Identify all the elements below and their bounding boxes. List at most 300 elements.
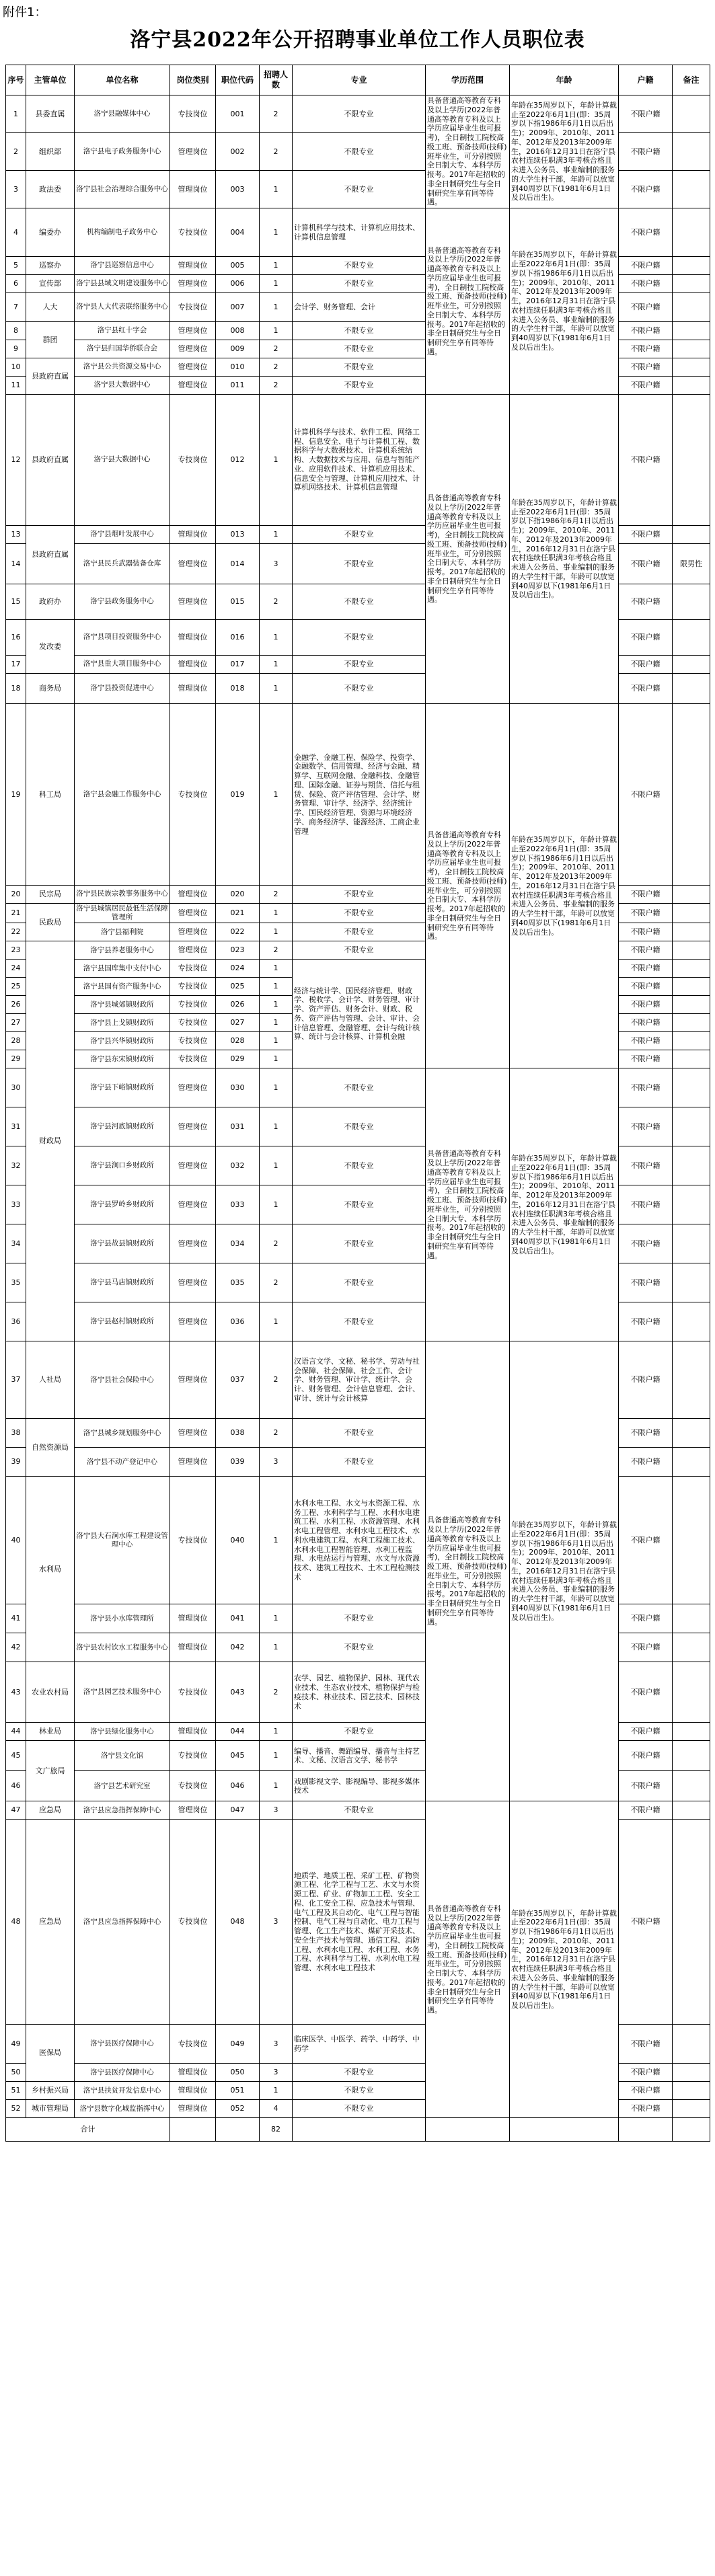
remark-cell: [673, 1801, 710, 1820]
row-number: 49: [6, 2025, 26, 2064]
remark-cell: [673, 923, 710, 941]
hiring-count-cell: 1: [260, 257, 293, 275]
position-category-cell: 专技岗位: [170, 208, 216, 257]
row-number: 42: [6, 1633, 26, 1662]
position-category-cell: 管理岗位: [170, 1146, 216, 1185]
major-cell: 经济与统计学、国民经济管理、财政学、税收学、会计学、财务管理、审计学、资产评估、财务会计、财政、税务、资产评估与管理、会计、审计、会计信息管理、金融管理、会计与统计核算、统计与会计核算、计算机金融: [293, 960, 426, 1068]
position-code-cell: 049: [216, 2025, 260, 2064]
household-cell: 不限户籍: [619, 1107, 673, 1146]
remark-cell: [673, 322, 710, 340]
table-header-row: [6, 65, 710, 95]
remark-cell: [673, 1341, 710, 1419]
row-number: 48: [6, 1820, 26, 2025]
hiring-count-cell: 1: [260, 923, 293, 941]
department-cell: 宣传部: [26, 275, 75, 293]
position-code-cell: 047: [216, 1801, 260, 1820]
hiring-count-cell: 3: [260, 2064, 293, 2082]
remark-cell: [673, 886, 710, 904]
remark-cell: [673, 2025, 710, 2064]
total-label: 合计: [6, 2118, 170, 2142]
department-cell: 文广旅局: [26, 1741, 75, 1801]
major-cell: 不限专业: [293, 544, 426, 584]
age-cell: 年龄在35周岁以下，年龄计算截止至2022年6月1日(即：35周岁以下指1986年6月1日以后出生)；2009年、2010年、2011年、2012年及2013年2009年生，2016年12月31日在洛宁县农村连续任职满3年考核合格且未进入公务员、事业编制的服务的大学生村干部，年龄可以放宽到40周岁以下(1981年6月1日及以后出生)。: [510, 208, 619, 395]
header-cell: 职位代码: [216, 65, 260, 95]
position-code-cell: 019: [216, 704, 260, 886]
unit-name-cell: 洛宁县扶贫开发信息中心: [75, 2082, 170, 2100]
unit-name-cell: 洛宁县文化馆: [75, 1741, 170, 1771]
position-category-cell: 专技岗位: [170, 1032, 216, 1050]
household-cell: 不限户籍: [619, 1477, 673, 1604]
row-number: 22: [6, 923, 26, 941]
row-number: 39: [6, 1448, 26, 1477]
row-number: 9: [6, 340, 26, 358]
position-code-cell: 052: [216, 2100, 260, 2118]
remark-cell: [673, 358, 710, 377]
major-cell: 不限专业: [293, 1263, 426, 1302]
table-row: [6, 1341, 710, 1419]
household-cell: 不限户籍: [619, 2100, 673, 2118]
unit-name-cell: 洛宁县国有资产服务中心: [75, 978, 170, 996]
position-code-cell: 005: [216, 257, 260, 275]
major-cell: 不限专业: [293, 1633, 426, 1662]
remark-cell: [673, 1185, 710, 1224]
unit-name-cell: 洛宁县小水库管理所: [75, 1604, 170, 1633]
row-number: 51: [6, 2082, 26, 2100]
hiring-count-cell: 2: [260, 133, 293, 171]
unit-name-cell: 洛宁县城镇居民最低生活保障管理所: [75, 904, 170, 923]
row-number: 30: [6, 1068, 26, 1107]
empty-cell: [293, 2118, 426, 2142]
position-category-cell: 管理岗位: [170, 171, 216, 208]
position-category-cell: 专技岗位: [170, 1741, 216, 1771]
household-cell: 不限户籍: [619, 1633, 673, 1662]
position-code-cell: 011: [216, 377, 260, 395]
position-code-cell: 034: [216, 1224, 260, 1263]
household-cell: 不限户籍: [619, 1050, 673, 1068]
hiring-count-cell: 1: [260, 1032, 293, 1050]
position-category-cell: 管理岗位: [170, 2082, 216, 2100]
remark-cell: [673, 2082, 710, 2100]
hiring-count-cell: 1: [260, 1302, 293, 1341]
department-cell: 人大: [26, 293, 75, 322]
household-cell: 不限户籍: [619, 133, 673, 171]
household-cell: 不限户籍: [619, 704, 673, 886]
position-category-cell: 管理岗位: [170, 377, 216, 395]
remark-cell: [673, 941, 710, 960]
hiring-count-cell: 3: [260, 2025, 293, 2064]
table-body: [6, 95, 710, 2142]
household-cell: 不限户籍: [619, 1604, 673, 1633]
remark-cell: [673, 1146, 710, 1185]
household-cell: 不限户籍: [619, 1448, 673, 1477]
hiring-count-cell: 1: [260, 1604, 293, 1633]
department-cell: 巡察办: [26, 257, 75, 275]
education-cell: 具备普通高等教育专科及以上学历(2022年普通高等教育专科及以上学历应届毕业生也可报考)，全日制技工院校高级工班、预备技师(技师)班毕业生，可分别按照全日制大专、本科学历报考。2017年起招收的非全日制研究生与全日制研究生享有同等待遇。: [426, 395, 510, 704]
remark-cell: [673, 1604, 710, 1633]
household-cell: 不限户籍: [619, 2025, 673, 2064]
unit-name-cell: 洛宁县社会保险中心: [75, 1341, 170, 1419]
remark-cell: [673, 978, 710, 996]
position-category-cell: 管理岗位: [170, 923, 216, 941]
row-number: 50: [6, 2064, 26, 2082]
household-cell: 不限户籍: [619, 1662, 673, 1723]
unit-name-cell: 洛宁县城郊镇财政所: [75, 996, 170, 1014]
hiring-count-cell: 3: [260, 1820, 293, 2025]
position-category-cell: 专技岗位: [170, 996, 216, 1014]
position-category-cell: 管理岗位: [170, 1801, 216, 1820]
household-cell: 不限户籍: [619, 1771, 673, 1801]
household-cell: 不限户籍: [619, 1068, 673, 1107]
position-code-cell: 007: [216, 293, 260, 322]
household-cell: 不限户籍: [619, 656, 673, 674]
position-code-cell: 031: [216, 1107, 260, 1146]
remark-cell: [673, 674, 710, 704]
position-code-cell: 006: [216, 275, 260, 293]
remark-cell: [673, 1723, 710, 1741]
position-code-cell: 001: [216, 95, 260, 133]
department-cell: 商务局: [26, 674, 75, 704]
remark-cell: [673, 133, 710, 171]
remark-cell: [673, 257, 710, 275]
unit-name-cell: 洛宁县融媒体中心: [75, 95, 170, 133]
department-cell: 县政府直属: [26, 358, 75, 395]
unit-name-cell: 洛宁县医疗保障中心: [75, 2025, 170, 2064]
row-number: 25: [6, 978, 26, 996]
hiring-count-cell: 1: [260, 293, 293, 322]
header-cell: 户籍: [619, 65, 673, 95]
major-cell: 编导、播音、舞蹈编导、播音与主持艺术、文秘、汉语言文学、秘书学: [293, 1741, 426, 1771]
household-cell: 不限户籍: [619, 275, 673, 293]
department-cell: 政法委: [26, 171, 75, 208]
household-cell: 不限户籍: [619, 358, 673, 377]
hiring-count-cell: 1: [260, 704, 293, 886]
household-cell: 不限户籍: [619, 978, 673, 996]
row-number: 44: [6, 1723, 26, 1741]
row-number: 24: [6, 960, 26, 978]
hiring-count-cell: 1: [260, 1185, 293, 1224]
unit-name-cell: 洛宁县罗岭乡财政所: [75, 1185, 170, 1224]
remark-cell: [673, 377, 710, 395]
major-cell: 戏剧影视文学、影视编导、影视多媒体技术: [293, 1771, 426, 1801]
unit-name-cell: 洛宁县下峪镇财政所: [75, 1068, 170, 1107]
position-code-cell: 018: [216, 674, 260, 704]
household-cell: 不限户籍: [619, 923, 673, 941]
household-cell: 不限户籍: [619, 584, 673, 620]
row-number: 7: [6, 293, 26, 322]
row-number: 40: [6, 1477, 26, 1604]
unit-name-cell: 洛宁县养老服务中心: [75, 941, 170, 960]
empty-cell: [216, 2118, 260, 2142]
position-code-cell: 012: [216, 395, 260, 526]
major-cell: 不限专业: [293, 886, 426, 904]
household-cell: 不限户籍: [619, 960, 673, 978]
education-cell: 具备普通高等教育专科及以上学历(2022年普通高等教育专科及以上学历应届毕业生也可报考)，全日制技工院校高级工班、预备技师(技师)班毕业生，可分别按照全日制大专、本科学历报考。2017年起招收的非全日制研究生与全日制研究生享有同等待遇。: [426, 704, 510, 1068]
household-cell: 不限户籍: [619, 2082, 673, 2100]
major-cell: 不限专业: [293, 1224, 426, 1263]
row-number: 15: [6, 584, 26, 620]
position-category-cell: 管理岗位: [170, 1723, 216, 1741]
row-number: 31: [6, 1107, 26, 1146]
position-category-cell: 专技岗位: [170, 1050, 216, 1068]
unit-name-cell: 洛宁县国库集中支付中心: [75, 960, 170, 978]
department-cell: 城市管理局: [26, 2100, 75, 2118]
unit-name-cell: 机构编制电子政务中心: [75, 208, 170, 257]
remark-cell: [673, 171, 710, 208]
row-number: 17: [6, 656, 26, 674]
major-cell: 农学、园艺、植物保护、园林、现代农业技术、生态农业技术、植物保护与检疫技术、林业技术、园艺技术、园林技术: [293, 1662, 426, 1723]
row-number: 8: [6, 322, 26, 340]
household-cell: 不限户籍: [619, 377, 673, 395]
row-number: 5: [6, 257, 26, 275]
position-code-cell: 021: [216, 904, 260, 923]
position-code-cell: 039: [216, 1448, 260, 1477]
row-number: 33: [6, 1185, 26, 1224]
position-category-cell: 管理岗位: [170, 1419, 216, 1448]
position-category-cell: 管理岗位: [170, 674, 216, 704]
total-row: [6, 2118, 710, 2142]
page-title: 洛宁县2022年公开招聘事业单位工作人员职位表: [130, 28, 585, 52]
row-number: 20: [6, 886, 26, 904]
unit-name-cell: 洛宁县马店镇财政所: [75, 1263, 170, 1302]
major-cell: 不限专业: [293, 1419, 426, 1448]
household-cell: 不限户籍: [619, 620, 673, 656]
household-cell: 不限户籍: [619, 171, 673, 208]
position-category-cell: 管理岗位: [170, 340, 216, 358]
major-cell: 不限专业: [293, 620, 426, 656]
hiring-count-cell: 2: [260, 1263, 293, 1302]
unit-name-cell: 洛宁县福利院: [75, 923, 170, 941]
position-code-cell: 042: [216, 1633, 260, 1662]
major-cell: 不限专业: [293, 1604, 426, 1633]
department-cell: 县政府直属: [26, 395, 75, 526]
position-category-cell: 管理岗位: [170, 2064, 216, 2082]
household-cell: 不限户籍: [619, 996, 673, 1014]
position-category-cell: 管理岗位: [170, 1302, 216, 1341]
position-category-cell: 管理岗位: [170, 584, 216, 620]
household-cell: 不限户籍: [619, 1419, 673, 1448]
position-category-cell: 专技岗位: [170, 978, 216, 996]
remark-cell: [673, 526, 710, 544]
major-cell: 会计学、财务管理、会计: [293, 293, 426, 322]
position-code-cell: 030: [216, 1068, 260, 1107]
department-cell: 县委直属: [26, 95, 75, 133]
major-cell: 不限专业: [293, 584, 426, 620]
position-code-cell: 029: [216, 1050, 260, 1068]
position-code-cell: 022: [216, 923, 260, 941]
position-code-cell: 040: [216, 1477, 260, 1604]
row-number: 21: [6, 904, 26, 923]
major-cell: 不限专业: [293, 95, 426, 133]
position-category-cell: 管理岗位: [170, 1448, 216, 1477]
unit-name-cell: 洛宁县上戈镇财政所: [75, 1014, 170, 1032]
position-category-cell: 管理岗位: [170, 1224, 216, 1263]
unit-name-cell: 洛宁县绿化服务中心: [75, 1723, 170, 1741]
department-cell: 科工局: [26, 704, 75, 886]
position-category-cell: 管理岗位: [170, 1633, 216, 1662]
remark-cell: [673, 293, 710, 322]
remark-cell: [673, 1032, 710, 1050]
education-cell: 具备普通高等教育专科及以上学历(2022年普通高等教育专科及以上学历应届毕业生也可报考)，全日制技工院校高级工班、预备技师(技师)班毕业生，可分别按照全日制大专、本科学历报考。2017年起招收的非全日制研究生与全日制研究生享有同等待遇。: [426, 1068, 510, 1341]
household-cell: 不限户籍: [619, 1801, 673, 1820]
position-category-cell: 管理岗位: [170, 526, 216, 544]
position-category-cell: 专技岗位: [170, 1477, 216, 1604]
major-cell: 汉语言文学、文秘、秘书学、劳动与社会保障、社会保障、社会工作、会计学、财务管理、审计学、统计学、会计、财务管理、会计信息管理、会计、审计、统计与会计核算: [293, 1341, 426, 1419]
position-code-cell: 013: [216, 526, 260, 544]
position-code-cell: 008: [216, 322, 260, 340]
position-category-cell: 管理岗位: [170, 1263, 216, 1302]
major-cell: 不限专业: [293, 340, 426, 358]
row-number: 16: [6, 620, 26, 656]
position-code-cell: 024: [216, 960, 260, 978]
household-cell: 不限户籍: [619, 1341, 673, 1419]
household-cell: 不限户籍: [619, 293, 673, 322]
remark-cell: [673, 2100, 710, 2118]
major-cell: 不限专业: [293, 133, 426, 171]
position-category-cell: 管理岗位: [170, 544, 216, 584]
household-cell: 不限户籍: [619, 1723, 673, 1741]
unit-name-cell: 洛宁县归国华侨联合会: [75, 340, 170, 358]
household-cell: 不限户籍: [619, 904, 673, 923]
household-cell: 不限户籍: [619, 1014, 673, 1032]
remark-cell: [673, 1771, 710, 1801]
major-cell: 不限专业: [293, 2082, 426, 2100]
household-cell: 不限户籍: [619, 257, 673, 275]
education-cell: 具备普通高等教育专科及以上学历(2022年普通高等教育专科及以上学历应届毕业生也可报考)，全日制技工院校高级工班、预备技师(技师)班毕业生，可分别按照全日制大专、本科学历报考。2017年起招收的非全日制研究生与全日制研究生享有同等待遇。: [426, 208, 510, 395]
age-cell: 年龄在35周岁以下，年龄计算截止至2022年6月1日(即：35周岁以下指1986年6月1日以后出生)；2009年、2010年、2011年、2012年及2013年2009年生，2016年12月31日在洛宁县农村连续任职满3年考核合格且未进入公务员、事业编制的服务的大学生村干部，年龄可以放宽到40周岁以下(1981年6月1日及以后出生)。: [510, 704, 619, 1068]
education-cell: 具备普通高等教育专科及以上学历(2022年普通高等教育专科及以上学历应届毕业生也可报考)，全日制技工院校高级工班、预备技师(技师)班毕业生，可分别按照全日制大专、本科学历报考。2017年起招收的非全日制研究生与全日制研究生享有同等待遇。: [426, 1801, 510, 2118]
position-category-cell: 专技岗位: [170, 95, 216, 133]
major-cell: 不限专业: [293, 257, 426, 275]
header-cell: 招聘人数: [260, 65, 293, 95]
row-number: 26: [6, 996, 26, 1014]
remark-cell: [673, 960, 710, 978]
header-cell: 年龄: [510, 65, 619, 95]
remark-cell: [673, 1820, 710, 2025]
remark-cell: [673, 1050, 710, 1068]
department-cell: 林业局: [26, 1723, 75, 1741]
position-code-cell: 027: [216, 1014, 260, 1032]
position-code-cell: 036: [216, 1302, 260, 1341]
household-cell: 不限户籍: [619, 544, 673, 584]
position-code-cell: 017: [216, 656, 260, 674]
household-cell: 不限户籍: [619, 886, 673, 904]
unit-name-cell: 洛宁县民兵武器装备仓库: [75, 544, 170, 584]
position-category-cell: 管理岗位: [170, 1185, 216, 1224]
remark-cell: [673, 620, 710, 656]
position-code-cell: 048: [216, 1820, 260, 2025]
unit-name-cell: 洛宁县应急指挥保障中心: [75, 1801, 170, 1820]
major-cell: 不限专业: [293, 1068, 426, 1107]
major-cell: 计算机科学与技术、软件工程、网络工程、信息安全、电子与计算机工程、数据科学与大数据技术、计算机系统结构、大数据技术与应用、信息与智能产业、应用软件技术、计算机应用技术、信息安全与管理、计算机应用技术、计算机网络技术、计算机信息管理: [293, 395, 426, 526]
row-number: 52: [6, 2100, 26, 2118]
department-cell: 财政局: [26, 941, 75, 1341]
unit-name-cell: 洛宁县故县镇财政所: [75, 1224, 170, 1263]
position-category-cell: 管理岗位: [170, 941, 216, 960]
row-number: 1: [6, 95, 26, 133]
unit-name-cell: 洛宁县东宋镇财政所: [75, 1050, 170, 1068]
hiring-count-cell: 1: [260, 322, 293, 340]
header-cell: 主管单位: [26, 65, 75, 95]
position-code-cell: 046: [216, 1771, 260, 1801]
unit-name-cell: 洛宁县大数据中心: [75, 377, 170, 395]
hiring-count-cell: 2: [260, 584, 293, 620]
hiring-count-cell: 1: [260, 904, 293, 923]
remark-cell: [673, 996, 710, 1014]
unit-name-cell: 洛宁县园艺技术服务中心: [75, 1662, 170, 1723]
position-code-cell: 038: [216, 1419, 260, 1448]
hiring-count-cell: 2: [260, 1662, 293, 1723]
unit-name-cell: 洛宁县民族宗教事务服务中心: [75, 886, 170, 904]
position-code-cell: 004: [216, 208, 260, 257]
empty-cell: [426, 2118, 510, 2142]
position-code-cell: 020: [216, 886, 260, 904]
department-cell: 应急局: [26, 1820, 75, 2025]
household-cell: 不限户籍: [619, 1032, 673, 1050]
department-cell: 人社局: [26, 1341, 75, 1419]
hiring-count-cell: 1: [260, 275, 293, 293]
position-code-cell: 002: [216, 133, 260, 171]
hiring-count-cell: 1: [260, 1477, 293, 1604]
unit-name-cell: 洛宁县大数据中心: [75, 395, 170, 526]
position-code-cell: 010: [216, 358, 260, 377]
row-number: 43: [6, 1662, 26, 1723]
row-number: 36: [6, 1302, 26, 1341]
position-code-cell: 050: [216, 2064, 260, 2082]
table-row: [6, 395, 710, 526]
household-cell: 不限户籍: [619, 1263, 673, 1302]
household-cell: 不限户籍: [619, 322, 673, 340]
position-code-cell: 035: [216, 1263, 260, 1302]
remark-cell: [673, 395, 710, 526]
education-cell: 具备普通高等教育专科及以上学历(2022年普通高等教育专科及以上学历应届毕业生也可报考)，全日制技工院校高级工班、预备技师(技师)班毕业生，可分别按照全日制大专、本科学历报考。2017年起招收的非全日制研究生与全日制研究生享有同等待遇。: [426, 95, 510, 208]
hiring-count-cell: 1: [260, 171, 293, 208]
table-row: [6, 1068, 710, 1107]
row-number: 34: [6, 1224, 26, 1263]
remark-cell: [673, 904, 710, 923]
hiring-count-cell: 1: [260, 1146, 293, 1185]
position-category-cell: 专技岗位: [170, 2025, 216, 2064]
major-cell: 不限专业: [293, 1723, 426, 1741]
hiring-count-cell: 3: [260, 544, 293, 584]
position-category-cell: 专技岗位: [170, 1014, 216, 1032]
position-code-cell: 033: [216, 1185, 260, 1224]
hiring-count-cell: 1: [260, 1014, 293, 1032]
row-number: 3: [6, 171, 26, 208]
row-number: 19: [6, 704, 26, 886]
remark-cell: [673, 1224, 710, 1263]
hiring-count-cell: 1: [260, 526, 293, 544]
major-cell: 计算机科学与技术、计算机应用技术、计算机信息管理: [293, 208, 426, 257]
unit-name-cell: 洛宁县县域文明建设服务中心: [75, 275, 170, 293]
position-code-cell: 037: [216, 1341, 260, 1419]
position-category-cell: 专技岗位: [170, 395, 216, 526]
remark-cell: [673, 275, 710, 293]
department-cell: 应急局: [26, 1801, 75, 1820]
position-category-cell: 管理岗位: [170, 257, 216, 275]
row-number: 13: [6, 526, 26, 544]
row-number: 45: [6, 1741, 26, 1771]
position-category-cell: 管理岗位: [170, 1068, 216, 1107]
remark-cell: [673, 95, 710, 133]
position-category-cell: 管理岗位: [170, 2100, 216, 2118]
department-cell: 医保局: [26, 2025, 75, 2082]
hiring-count-cell: 1: [260, 1068, 293, 1107]
household-cell: 不限户籍: [619, 95, 673, 133]
hiring-count-cell: 3: [260, 1801, 293, 1820]
household-cell: 不限户籍: [619, 208, 673, 257]
remark-cell: [673, 340, 710, 358]
position-code-cell: 045: [216, 1741, 260, 1771]
